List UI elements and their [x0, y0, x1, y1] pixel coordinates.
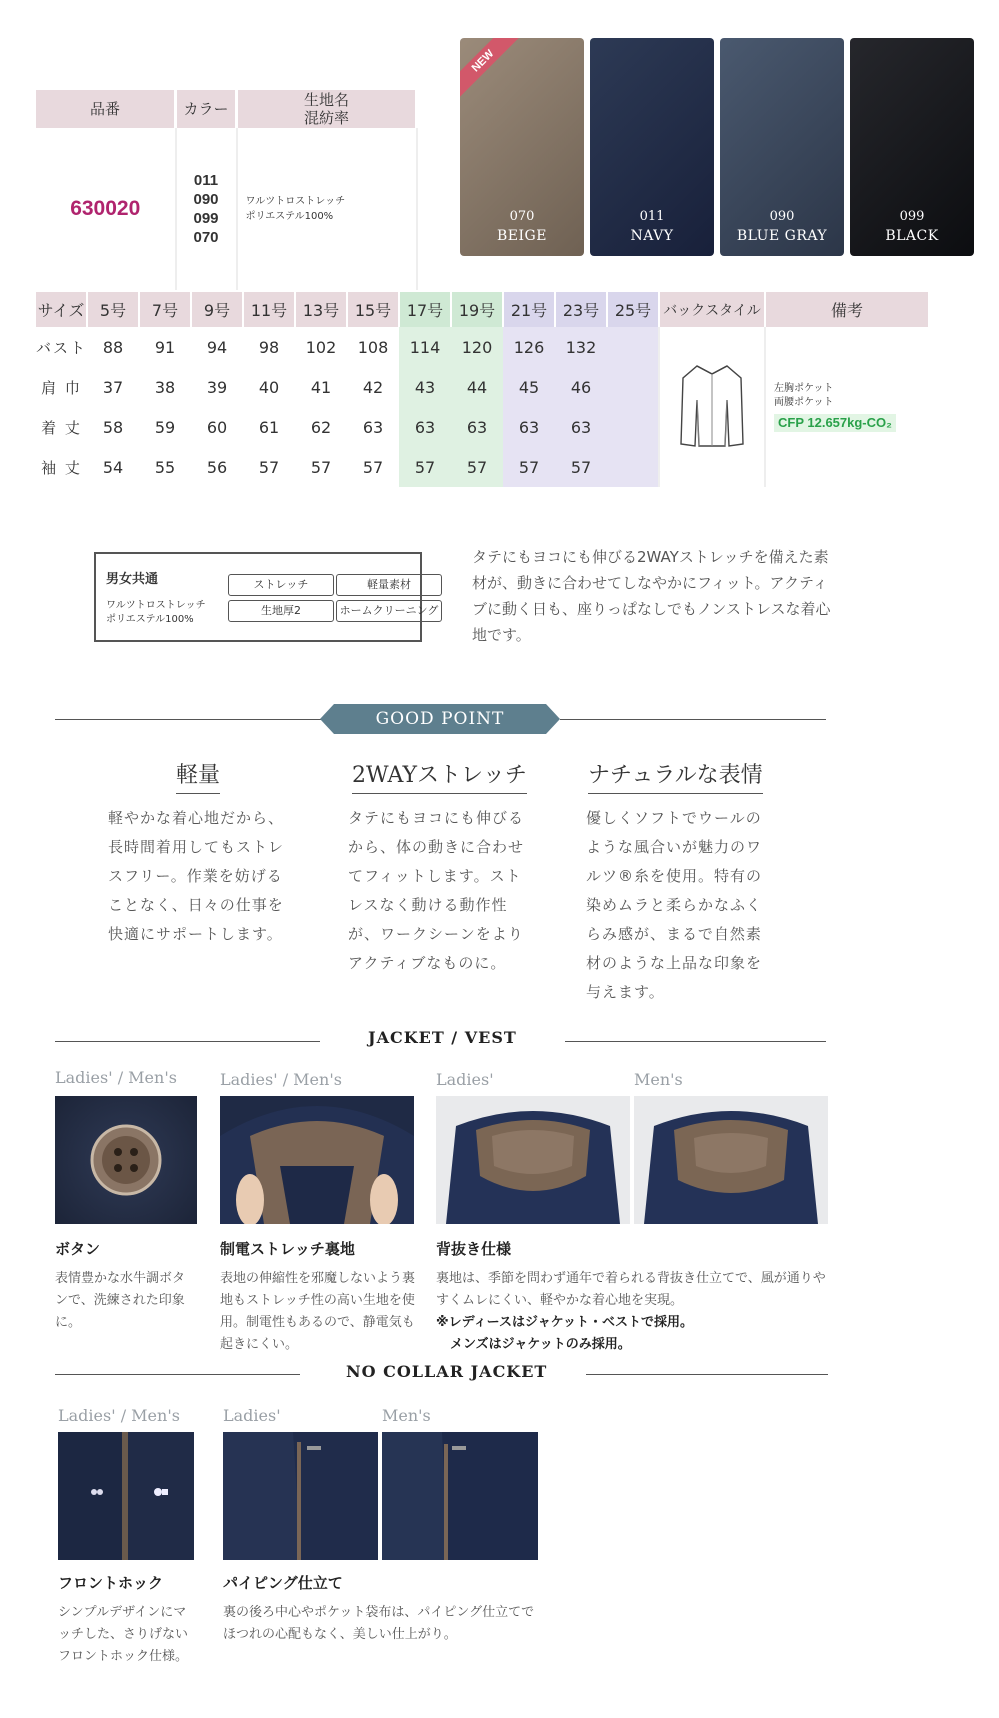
cfp-badge: CFP 12.657kg-CO₂ [774, 414, 896, 432]
size-value: 114 [399, 327, 451, 367]
size-value: 40 [258, 377, 280, 397]
caption-lining: 制電ストレッチ裏地 [220, 1240, 355, 1258]
caption-piping: パイピング仕立て [223, 1574, 343, 1592]
size-value: 132 [555, 327, 607, 367]
divider [55, 719, 325, 720]
product-number: 630020 [36, 128, 176, 290]
size-value: 108 [357, 337, 389, 357]
header-color-label: カラー [183, 100, 229, 119]
size-value: 94 [206, 337, 228, 357]
size-value: 102 [305, 337, 337, 357]
size-header: 13号 [295, 292, 347, 327]
divider [560, 719, 826, 720]
size-value: 44 [451, 367, 503, 407]
gender-label: Ladies' [436, 1070, 494, 1089]
point-heading-natural: ナチュラルな表情 [588, 758, 763, 794]
size-header: 7号 [139, 292, 191, 327]
text-front-hook: シンプルデザインにマッチした、さりげないフロントホック仕様。 [58, 1605, 189, 1664]
size-header: 17号 [399, 292, 451, 327]
size-value: 45 [503, 367, 555, 407]
size-value: 63 [503, 407, 555, 447]
size-value: 54 [102, 457, 124, 477]
swatch-blue-gray[interactable] [720, 38, 844, 256]
size-value: 62 [310, 417, 332, 437]
swatch-code: 090 [769, 209, 795, 224]
point-text-stretch: タテにもヨコにも伸びるから、体の動きに合わせてフィットします。ストレスなく動ける動作性が、ワークシーンをよりアクティブなものに。 [348, 809, 525, 972]
size-header: 5号 [87, 292, 139, 327]
gender-label: Ladies' / Men's [220, 1070, 342, 1089]
size-value: 98 [258, 337, 280, 357]
size-header: 25号 [607, 292, 659, 327]
size-value: 37 [102, 377, 124, 397]
color-code: 099 [193, 210, 219, 228]
size-value: 61 [258, 417, 280, 437]
swatch-beige[interactable] [460, 38, 584, 256]
jacket-back-illustration [677, 360, 747, 450]
swatch-name: BLACK [885, 228, 939, 244]
feature-fabric-blend: ポリエステル100% [106, 614, 194, 625]
size-value: 39 [206, 377, 228, 397]
tag-lightweight: 軽量素材 [336, 574, 442, 596]
row-label: 着 丈 [41, 418, 82, 437]
size-value: 46 [555, 367, 607, 407]
feature-fabric-name: ワルツトロストレッチ [106, 600, 206, 611]
size-value: 126 [503, 327, 555, 367]
tag-thickness: 生地厚2 [228, 600, 334, 622]
gender-label: Ladies' [223, 1406, 281, 1425]
divider [55, 1374, 300, 1375]
swatch-name: BLUE GRAY [736, 228, 828, 244]
note-ladies: ※レディースはジャケット・ベストで採用。 [436, 1315, 694, 1330]
swatch-name: BEIGE [497, 228, 547, 244]
swatch-code: 070 [509, 209, 535, 224]
size-value [607, 407, 659, 447]
header-fabric-name: 生地名 [303, 91, 349, 110]
divider [586, 1374, 828, 1375]
header-fabric [237, 90, 417, 128]
size-value: 63 [362, 417, 384, 437]
gender-label: Men's [382, 1406, 431, 1425]
size-value: 57 [555, 447, 607, 487]
size-header: 23号 [555, 292, 607, 327]
caption-front-hook: フロントホック [58, 1574, 164, 1592]
header-color [176, 90, 237, 128]
size-value: 57 [310, 457, 332, 477]
size-value: 58 [102, 417, 124, 437]
swatch-code: 011 [639, 209, 665, 224]
row-label: 袖 丈 [41, 458, 82, 477]
point-heading-lightweight: 軽量 [176, 758, 220, 794]
size-value: 55 [154, 457, 176, 477]
back-unlined-ladies-photo [436, 1096, 630, 1224]
product-table [36, 90, 418, 290]
header-number: 品番 [36, 90, 176, 128]
size-value: 57 [258, 457, 280, 477]
size-table [36, 292, 930, 487]
swatch-code: 099 [899, 209, 925, 224]
point-text-lightweight: 軽やかな着心地だから、長時間着用してもストレスフリー。作業を妨げることなく、日々の仕事を快適にサポートします。 [108, 809, 285, 943]
size-header: 19号 [451, 292, 503, 327]
swatch-navy[interactable] [590, 38, 714, 256]
color-code: 090 [193, 191, 219, 209]
size-value: 57 [503, 447, 555, 487]
fabric-description: タテにもヨコにも伸びる2WAYストレッチを備えた素材が、動きに合わせてしなやかにフィット。アクティブに動く日も、座りっぱなしでもノンストレスな着心地です。 [472, 548, 831, 644]
gender-label: Ladies' / Men's [55, 1068, 177, 1087]
caption-back-unlined: 背抜き仕様 [436, 1240, 512, 1258]
size-value: 63 [451, 407, 503, 447]
jacket-vest-title: JACKET / VEST [368, 1028, 517, 1047]
color-code: 070 [193, 229, 219, 247]
swatch-name: NAVY [630, 228, 674, 244]
size-value [607, 447, 659, 487]
gender-label: Ladies' / Men's [58, 1406, 180, 1425]
point-text-natural: 優しくソフトでウールのような風合いが魅力のワルツ®糸を使用。特有の染めムラと柔らかなふくらみ感が、まるで自然素材のような上品な印象を与えます。 [586, 809, 763, 1001]
note-mens: メンズはジャケットのみ採用。 [450, 1337, 631, 1352]
piping-ladies-photo [223, 1432, 378, 1560]
fabric-cell [237, 128, 417, 290]
note-waist-pockets: 両腰ポケット [774, 397, 834, 408]
swatch-black[interactable] [850, 38, 974, 256]
no-collar-title: NO COLLAR JACKET [346, 1362, 548, 1381]
size-value: 120 [451, 327, 503, 367]
new-badge: NEW [460, 38, 521, 99]
size-header: 11号 [243, 292, 295, 327]
button-photo [55, 1096, 197, 1224]
lining-photo [220, 1096, 414, 1224]
gender-label: Men's [634, 1070, 683, 1089]
divider [565, 1041, 826, 1042]
size-value: 91 [154, 337, 176, 357]
front-hook-photo [58, 1432, 194, 1560]
tag-stretch: ストレッチ [228, 574, 334, 596]
feature-box [94, 552, 439, 642]
size-header: 15号 [347, 292, 399, 327]
notes-header: 備考 [765, 292, 929, 327]
row-label: 肩 巾 [41, 378, 82, 397]
color-codes [176, 128, 237, 290]
text-lining: 表地の伸縮性を邪魔しないよう裏地もストレッチ性の高い生地を使用。制電性もあるので、静電気も起きにくい。 [220, 1271, 416, 1352]
size-value [607, 327, 659, 367]
size-value: 59 [154, 417, 176, 437]
good-point-title: GOOD POINT [375, 709, 505, 729]
size-header: 21号 [503, 292, 555, 327]
point-heading-stretch: 2WAYストレッチ [352, 758, 527, 794]
color-code: 011 [193, 172, 219, 190]
feature-title: 男女共通 [106, 572, 159, 587]
size-value: 63 [399, 407, 451, 447]
text-back-unlined: 裏地は、季節を問わず通年で着られる背抜き仕立てで、風が通りやすくムレにくい、軽やかな着心地を実現。 [436, 1271, 826, 1308]
size-value: 38 [154, 377, 176, 397]
piping-mens-photo [382, 1432, 538, 1560]
size-value: 57 [451, 447, 503, 487]
size-header: 9号 [191, 292, 243, 327]
size-value: 57 [362, 457, 384, 477]
size-value: 41 [310, 377, 332, 397]
fabric-blend: ポリエステル100% [245, 211, 334, 223]
size-value: 42 [362, 377, 384, 397]
text-piping: 裏の後ろ中心やポケット袋布は、パイピング仕立てでほつれの心配もなく、美しい仕上がり。 [223, 1605, 535, 1642]
notes-cell [765, 327, 929, 487]
size-value: 63 [555, 407, 607, 447]
back-style-cell [659, 327, 765, 487]
size-value: 88 [102, 337, 124, 357]
size-value: 43 [399, 367, 451, 407]
divider [55, 1041, 320, 1042]
fabric-name: ワルツトロストレッチ [245, 196, 346, 208]
row-label: バスト [36, 338, 88, 357]
size-value [607, 367, 659, 407]
text-button: 表情豊かな水牛調ボタンで、洗練された印象に。 [55, 1271, 186, 1330]
back-unlined-mens-photo [634, 1096, 828, 1224]
size-header: サイズ [36, 292, 87, 327]
backstyle-header: バックスタイル [659, 292, 765, 327]
size-value: 60 [206, 417, 228, 437]
tag-home-cleaning: ホームクリーニング [336, 600, 442, 622]
size-value: 56 [206, 457, 228, 477]
size-value: 57 [399, 447, 451, 487]
caption-button: ボタン [55, 1240, 101, 1258]
note-chest-pocket: 左胸ポケット [774, 383, 834, 394]
header-fabric-blend: 混紡率 [303, 109, 349, 128]
